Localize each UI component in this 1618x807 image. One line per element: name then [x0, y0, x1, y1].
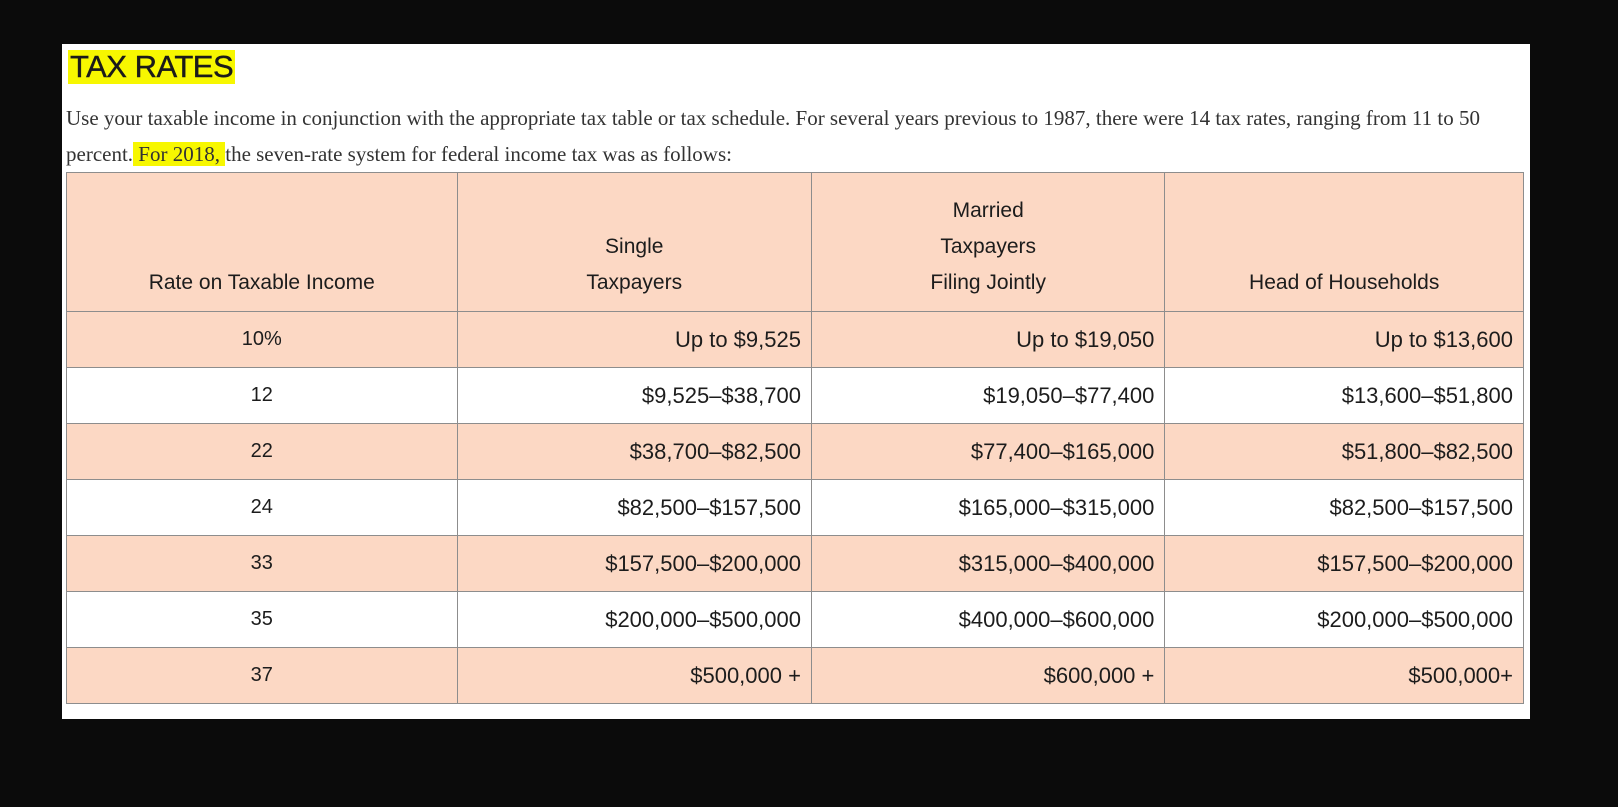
cell-head: Up to $13,600 — [1165, 312, 1524, 368]
table-row — [67, 368, 1524, 424]
cell-head: $82,500–$157,500 — [1165, 480, 1524, 536]
intro-highlight: For 2018, — [133, 142, 226, 166]
intro-paragraph — [66, 100, 1521, 172]
cell-married: $600,000 + — [811, 648, 1164, 704]
tax-rates-table — [66, 172, 1524, 704]
header-single — [457, 173, 811, 312]
table-row — [67, 592, 1524, 648]
header-married-line-3: Filing Jointly — [930, 271, 1046, 294]
cell-head: $13,600–$51,800 — [1165, 368, 1524, 424]
cell-rate: 24 — [67, 480, 458, 536]
intro-text: Use your taxable income in conjunction with the appropriate tax table or tax schedule. For several years previous to 1987, there were 14 tax rates, ranging from 11 to 50 percent. — [66, 106, 1480, 166]
header-married-line-1: Married — [952, 199, 1024, 222]
cell-single: $38,700–$82,500 — [457, 424, 811, 480]
cell-head: $51,800–$82,500 — [1165, 424, 1524, 480]
cell-single: $9,525–$38,700 — [457, 368, 811, 424]
header-head-label: Head of Households — [1249, 271, 1440, 294]
cell-married: Up to $19,050 — [811, 312, 1164, 368]
cell-rate: 37 — [67, 648, 458, 704]
page-title: TAX RATES — [70, 49, 234, 84]
header-married — [811, 173, 1164, 312]
cell-married: $400,000–$600,000 — [811, 592, 1164, 648]
cell-single: $82,500–$157,500 — [457, 480, 811, 536]
cell-head: $500,000+ — [1165, 648, 1524, 704]
cell-rate: 22 — [67, 424, 458, 480]
cell-single: $157,500–$200,000 — [457, 536, 811, 592]
cell-married: $19,050–$77,400 — [811, 368, 1164, 424]
cell-rate: 10% — [67, 312, 458, 368]
cell-rate: 33 — [67, 536, 458, 592]
cell-rate: 12 — [67, 368, 458, 424]
table-header-row — [67, 173, 1524, 312]
cell-married: $165,000–$315,000 — [811, 480, 1164, 536]
table-row — [67, 312, 1524, 368]
table-row — [67, 536, 1524, 592]
table-row — [67, 424, 1524, 480]
document-page — [62, 44, 1530, 719]
cell-head: $157,500–$200,000 — [1165, 536, 1524, 592]
header-rate — [67, 173, 458, 312]
header-single-line-1: Single — [605, 235, 664, 258]
cell-single: $200,000–$500,000 — [457, 592, 811, 648]
cell-rate: 35 — [67, 592, 458, 648]
table-row — [67, 648, 1524, 704]
table-row — [67, 480, 1524, 536]
cell-married: $315,000–$400,000 — [811, 536, 1164, 592]
header-single-line-2: Taxpayers — [586, 271, 683, 294]
header-rate-label: Rate on Taxable Income — [148, 271, 375, 294]
cell-married: $77,400–$165,000 — [811, 424, 1164, 480]
header-married-line-2: Taxpayers — [940, 235, 1037, 258]
header-head — [1165, 173, 1524, 312]
cell-single: Up to $9,525 — [457, 312, 811, 368]
cell-single: $500,000 + — [457, 648, 811, 704]
cell-head: $200,000–$500,000 — [1165, 592, 1524, 648]
intro-text-continued: the seven-rate system for federal income tax was as follows: — [225, 142, 732, 166]
